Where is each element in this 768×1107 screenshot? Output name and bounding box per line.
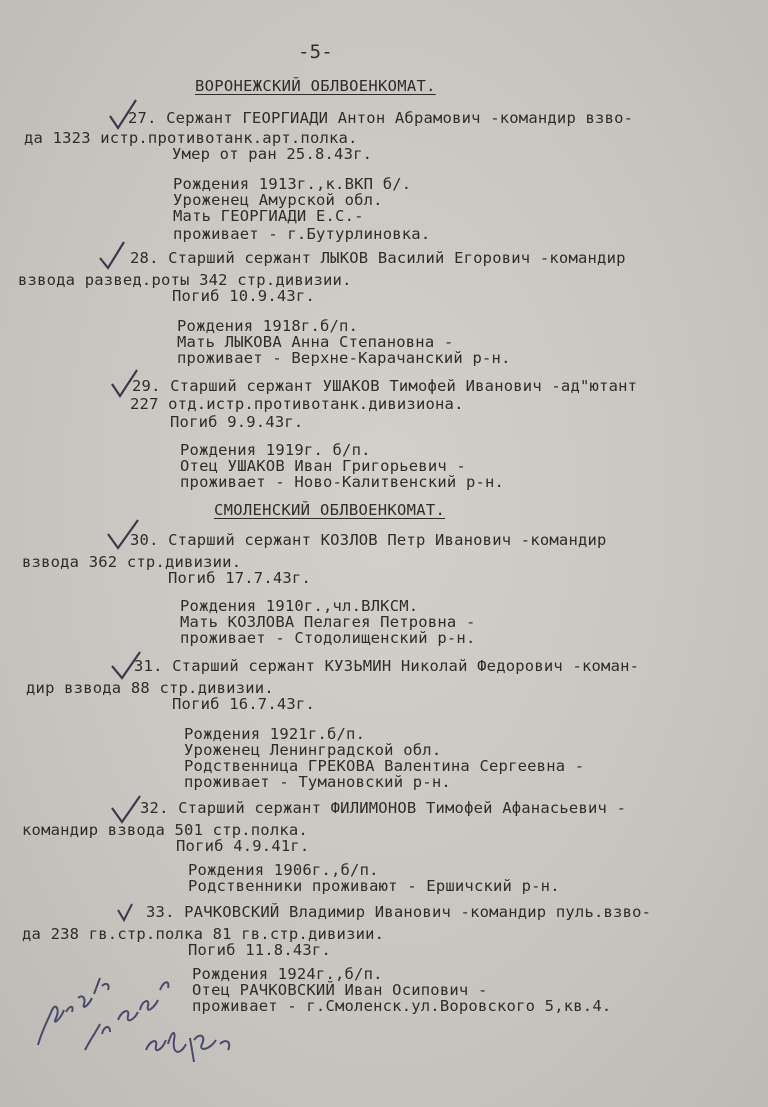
entry-29-detail-3: проживает - Ново-Калитвенский р-н. [180,473,505,491]
entry-28-line-2: взвода развед.роты 342 стр.дивизии. [18,271,352,289]
section-header-smolensk: СМОЛЕНСКИЙ ОБЛВОЕНКОМАТ. [214,501,446,519]
entry-27-line-3: Умер от ран 25.8.43г. [172,145,373,163]
entry-28-line-1: 28. Старший сержант ЛЫКОВ Василий Егорович -командир [130,249,626,267]
entry-33-line-3: Погиб 11.8.43г. [188,941,331,959]
entry-30-line-3: Погиб 17.7.43г. [168,569,311,587]
entry-31-line-3: Погиб 16.7.43г. [172,695,315,713]
entry-29-detail-2: Отец УШАКОВ Иван Григорьевич - [180,457,466,475]
entry-27-line-1: 27. Сержант ГЕОРГИАДИ Антон Абрамович -командир взво- [128,109,634,127]
entry-29-line-2: 227 отд.истр.противотанк.дивизиона. [130,395,464,413]
entry-27-line-2: да 1323 истр.противотанк.арт.полка. [24,129,358,147]
entry-30-detail-2: Мать КОЗЛОВА Пелагея Петровна - [180,613,476,631]
entry-27-detail-2: Уроженец Амурской обл. [173,191,383,209]
entry-31-detail-2: Уроженец Ленинградской обл. [184,741,442,759]
entry-29-detail-1: Рождения 1919г. б/п. [180,441,371,459]
entry-30-line-2: взвода 362 стр.дивизии. [22,553,242,571]
entry-32-line-3: Погиб 4.9.41г. [176,837,310,855]
entry-27-detail-4: проживает - г.Бутурлиновка. [173,225,431,243]
entry-27-detail-3: Мать ГЕОРГИАДИ Е.С.- [173,207,364,225]
entry-33-detail-1: Рождения 1924г.,б/п. [192,965,383,983]
section-header-voronezh: ВОРОНЕЖСКИЙ ОБЛВОЕНКОМАТ. [195,77,436,95]
check-mark-icon [110,368,140,402]
check-mark-icon [106,518,140,554]
entry-33-detail-3: проживает - г.Смоленск.ул.Воровского 5,кв.4. [192,997,612,1015]
entry-31-detail-1: Рождения 1921г.б/п. [184,725,366,743]
entry-28-detail-3: проживает - Верхне-Карачанский р-н. [177,349,511,367]
check-mark-icon [110,650,142,684]
check-mark-icon [110,794,142,828]
entry-31-line-1: 31. Старший сержант КУЗЬМИН Николай Федорович -коман- [134,657,640,675]
entry-31-detail-3: Родственница ГРЕКОВА Валентина Сергеевна - [184,757,585,775]
entry-27-detail-1: Рождения 1913г.,к.ВКП б/. [173,175,412,193]
entry-29-line-1: 29. Старший сержант УШАКОВ Тимофей Иванович -ад"ютант [132,377,638,395]
entry-32-line-1: 32. Старший сержант ФИЛИМОНОВ Тимофей Афанасьевич - [140,799,627,817]
handwritten-signature [140,1010,250,1070]
entry-32-detail-1: Рождения 1906г.,б/п. [188,861,379,879]
entry-30-detail-1: Рождения 1910г.,чл.ВЛКСМ. [180,597,419,615]
entry-32-detail-2: Родственники проживают - Ершичский р-н. [188,877,560,895]
entry-33-line-1: 33. РАЧКОВСКИЙ Владимир Иванович -командир пуль.взво- [146,903,652,921]
entry-28-line-3: Погиб 10.9.43г. [172,287,315,305]
page-number: -5- [298,41,333,63]
entry-29-line-3: Погиб 9.9.43г. [170,413,304,431]
entry-32-line-2: командир взвода 501 стр.полка. [22,821,308,839]
entry-31-line-2: дир взвода 88 стр.дивизии. [26,679,274,697]
entry-30-line-1: 30. Старший сержант КОЗЛОВ Петр Иванович -командир [130,531,607,549]
entry-28-detail-2: Мать ЛЫКОВА Анна Степановна - [177,333,454,351]
check-mark-icon [108,98,138,134]
entry-33-line-2: да 238 гв.стр.полка 81 гв.стр.дивизии. [22,925,385,943]
check-mark-icon [116,902,138,924]
entry-33-detail-2: Отец РАЧКОВСКИЙ Иван Осипович - [192,981,488,999]
entry-30-detail-3: проживает - Стодолищенский р-н. [180,629,476,647]
check-mark-icon [98,240,128,274]
entry-31-detail-4: проживает - Тумановский р-н. [184,773,451,791]
entry-28-detail-1: Рождения 1918г.б/п. [177,317,359,335]
